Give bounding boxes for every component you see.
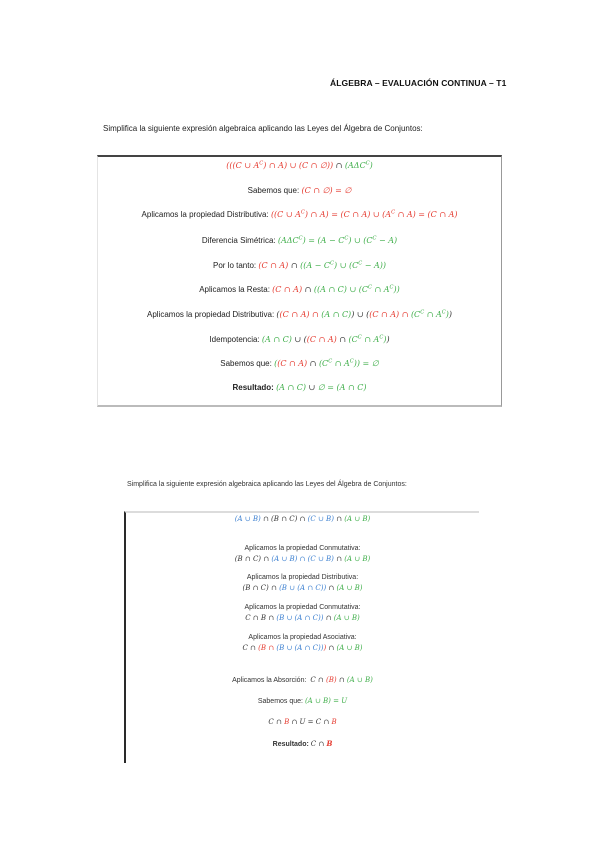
ex2-step-6: Sabemos que: (A ∪ B) = U: [257, 697, 348, 705]
ex2-step-3-label: Aplicamos la propiedad Conmutativa:: [244, 604, 361, 611]
ex2-step-1-math: (B ∩ C) ∩ (A ∪ B) ∩ (C ∪ B) ∩ (A ∪ B): [234, 555, 371, 563]
step-8: Sabemos que: ((C ∩ A) ∩ ($C^C$ ∩ $A^C$)) = ∅: [220, 358, 379, 368]
ex2-result: Resultado: C ∩ B: [272, 739, 333, 748]
exercise2-instruction: Simplifica la siguiente expresión algebraica aplicando las Leyes del Álgebra de Conjuntos:: [127, 481, 407, 488]
exercise2-expression: (A ∪ B) ∩ (B ∩ C) ∩ (C ∪ B) ∩ (A ∪ B): [234, 515, 371, 523]
step-3: Diferencia Simétrica: $(A\Delta C^C) = (A - C^C)$ ∪ $(C^C - A)$: [201, 235, 398, 245]
step-9-result: Resultado: (A ∩ C) ∪ ∅ = (A ∩ C): [232, 383, 367, 392]
ex2-step-3-math: C ∩ B ∩ (B ∪ (A ∩ C)) ∩ (A ∪ B): [245, 614, 360, 622]
ex2-step-2-label: Aplicamos la propiedad Distributiva:: [246, 574, 359, 581]
ex2-step-2-math: (B ∩ C) ∩ (B ∪ (A ∩ C)) ∩ (A ∪ B): [242, 584, 363, 592]
ex2-step-5: Aplicamos la Absorción: C ∩ (B) ∩ (A ∪ B): [232, 676, 373, 684]
ex2-step-4-label: Aplicamos la propiedad Asociativa:: [248, 634, 357, 641]
ex2-step-1-label: Aplicamos la propiedad Conmutativa:: [244, 545, 361, 552]
ex2-step-4-math: C ∩ (B ∩ (B ∪ (A ∩ C))) ∩ (A ∪ B): [242, 644, 363, 652]
exercise2-box: [124, 511, 479, 763]
step-1: Sabemos que: (C ∩ ∅) = ∅: [247, 186, 352, 195]
document-header-title: ÁLGEBRA – EVALUACIÓN CONTINUA – T1: [330, 78, 507, 88]
exercise1-expression: (((C ∪ $A^C$) ∩ A) ∪ (C ∩ ∅)) ∩ $(A\Delta C^C)$: [226, 160, 373, 170]
ex2-step-7: C ∩ B ∩ U = C ∩ B: [268, 718, 337, 726]
exercise1-box: [97, 155, 502, 407]
step-6: Aplicamos la propiedad Distributiva: ((C ∩ A) ∩ (A ∩ C)) ∪ ((C ∩ A) ∩ ($C^C$ ∩ $A^C$)): [147, 309, 452, 319]
step-5: Aplicamos la Resta: (C ∩ A) ∩ ((A ∩ C) ∪ ($C^C$ ∩ $A^C$)): [199, 284, 400, 294]
exercise1-instruction: Simplifica la siguiente expresión algebraica aplicando las Leyes del Álgebra de Conjuntos:: [103, 124, 423, 133]
step-4: Por lo tanto: (C ∩ A) ∩ ($(A - C^C)$ ∪ $(C^C - A)$): [213, 260, 386, 270]
step-2: Aplicamos la propiedad Distributiva: ((C ∪ $A^C$) ∩ A) = (C ∩ A) ∪ ($A^C$ ∩ A) = (C ∩ A): [141, 209, 458, 219]
step-7: Idempotencia: (A ∩ C) ∪ ((C ∩ A) ∩ ($C^C$ ∩ $A^C$)): [209, 334, 390, 344]
